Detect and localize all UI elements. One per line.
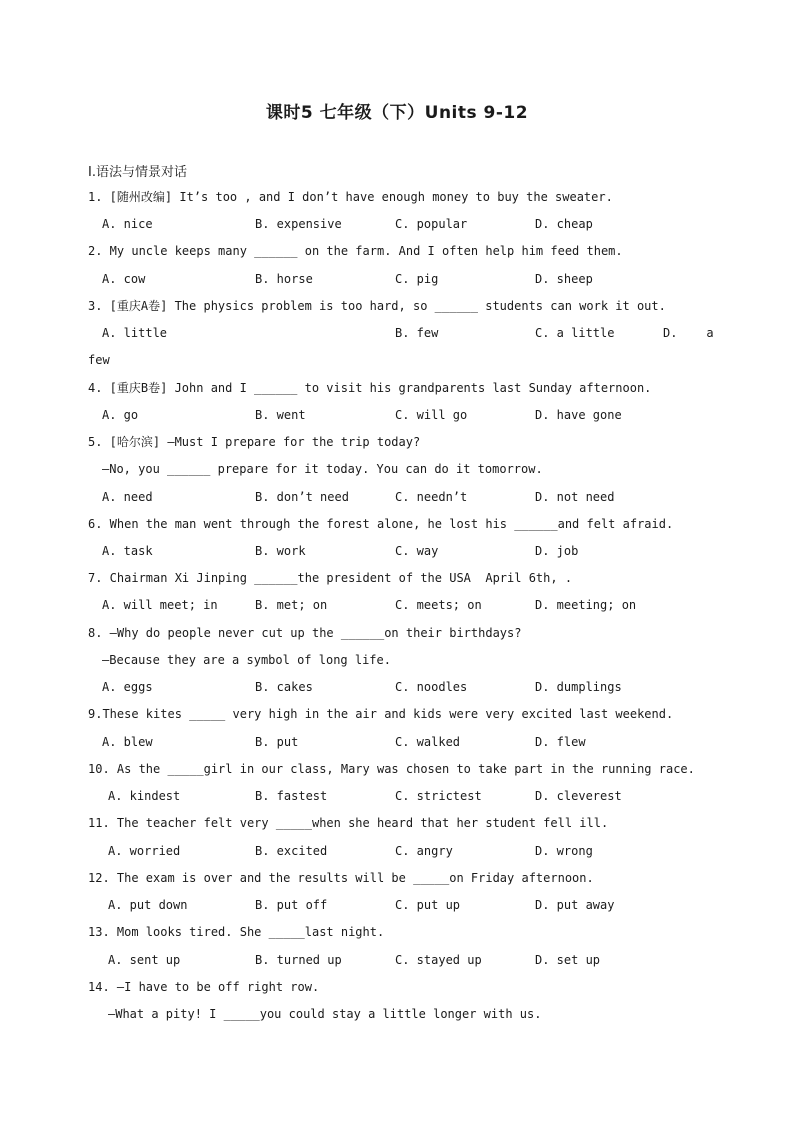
q4-option-d: D. have gone — [535, 408, 622, 422]
q8-option-c: C. noodles — [395, 680, 468, 694]
question-3-stem: 3. [重庆A卷] The physics problem is too hard, so ______ students can work it out. — [88, 299, 666, 313]
question-11-stem: 11. The teacher felt very _____when she heard that her student fell ill. — [88, 816, 609, 830]
q7-option-a: A. will meet; in — [102, 598, 218, 612]
q10-option-d: D. cleverest — [535, 789, 622, 803]
q4-option-b: B. went — [255, 408, 306, 422]
q12-option-d: D. put away — [535, 898, 615, 912]
q3-option-c: C. a little — [535, 326, 615, 340]
question-14-stem: 14. —I have to be off right row. — [88, 980, 320, 994]
question-6-stem: 6. When the man went through the forest alone, he lost his ______and felt afraid. — [88, 517, 674, 531]
q10-option-b: B. fastest — [255, 789, 328, 803]
question-5-reply: —No, you ______ prepare for it today. You can do it tomorrow. — [102, 462, 543, 476]
question-8-reply: —Because they are a symbol of long life. — [102, 653, 391, 667]
q13-option-d: D. set up — [535, 953, 601, 967]
q2-option-b: B. horse — [255, 272, 313, 286]
q7-option-d: D. meeting; on — [535, 598, 637, 612]
q12-option-c: C. put up — [395, 898, 461, 912]
q6-option-d: D. job — [535, 544, 579, 558]
q6-option-b: B. work — [255, 544, 306, 558]
question-4-stem: 4. [重庆B卷] John and I ______ to visit his grandparents last Sunday afternoon. — [88, 381, 652, 395]
q2-option-d: D. sheep — [535, 272, 593, 286]
q1-option-c: C. popular — [395, 217, 468, 231]
page-title: 课时5 七年级（下）Units 9-12 — [265, 103, 529, 123]
q10-option-c: C. strictest — [395, 789, 482, 803]
q3-option-d: D. a — [663, 326, 714, 340]
section-heading: Ⅰ.语法与情景对话 — [88, 165, 187, 180]
q3-option-b: B. few — [395, 326, 439, 340]
q10-option-a: A. kindest — [108, 789, 181, 803]
q12-option-a: A. put down — [108, 898, 188, 912]
q11-option-b: B. excited — [255, 844, 328, 858]
q9-option-a: A. blew — [102, 735, 153, 749]
question-2-stem: 2. My uncle keeps many ______ on the farm. And I often help him feed them. — [88, 244, 623, 258]
question-13-stem: 13. Mom looks tired. She _____last night. — [88, 925, 385, 939]
question-10-stem: 10. As the _____girl in our class, Mary was chosen to take part in the running race. — [88, 762, 695, 776]
q8-option-b: B. cakes — [255, 680, 313, 694]
q7-option-b: B. met; on — [255, 598, 328, 612]
q9-option-c: C. walked — [395, 735, 461, 749]
q6-option-c: C. way — [395, 544, 439, 558]
question-12-stem: 12. The exam is over and the results will be _____on Friday afternoon. — [88, 871, 594, 885]
q5-option-d: D. not need — [535, 490, 615, 504]
q12-option-b: B. put off — [255, 898, 328, 912]
q1-option-a: A. nice — [102, 217, 153, 231]
q2-option-c: C. pig — [395, 272, 439, 286]
q9-option-d: D. flew — [535, 735, 586, 749]
q4-option-c: C. will go — [395, 408, 468, 422]
q1-option-d: D. cheap — [535, 217, 593, 231]
q3-option-a: A. little — [102, 326, 168, 340]
question-7-stem: 7. Chairman Xi Jinping ______the president of the USA April 6th, . — [88, 571, 573, 585]
q3-option-d-wrap: few — [88, 353, 110, 367]
q13-option-c: C. stayed up — [395, 953, 482, 967]
q8-option-d: D. dumplings — [535, 680, 622, 694]
q11-option-a: A. worried — [108, 844, 181, 858]
q11-option-c: C. angry — [395, 844, 453, 858]
q9-option-b: B. put — [255, 735, 299, 749]
q11-option-d: D. wrong — [535, 844, 593, 858]
q1-option-b: B. expensive — [255, 217, 342, 231]
q8-option-a: A. eggs — [102, 680, 153, 694]
q13-option-b: B. turned up — [255, 953, 342, 967]
q2-option-a: A. cow — [102, 272, 146, 286]
question-1-stem: 1. [随州改编] It’s too , and I don’t have enough money to buy the sweater. — [88, 190, 613, 204]
q4-option-a: A. go — [102, 408, 139, 422]
q5-option-c: C. needn’t — [395, 490, 468, 504]
q7-option-c: C. meets; on — [395, 598, 482, 612]
q5-option-b: B. don’t need — [255, 490, 349, 504]
q13-option-a: A. sent up — [108, 953, 181, 967]
question-5-stem: 5. [哈尔滨] —Must I prepare for the trip today? — [88, 435, 421, 449]
question-14-reply: —What a pity! I _____you could stay a little longer with us. — [108, 1007, 542, 1021]
q6-option-a: A. task — [102, 544, 153, 558]
question-9-stem: 9.These kites _____ very high in the air and kids were very excited last weekend. — [88, 707, 674, 721]
question-8-stem: 8. —Why do people never cut up the ______on their birthdays? — [88, 626, 522, 640]
q5-option-a: A. need — [102, 490, 153, 504]
